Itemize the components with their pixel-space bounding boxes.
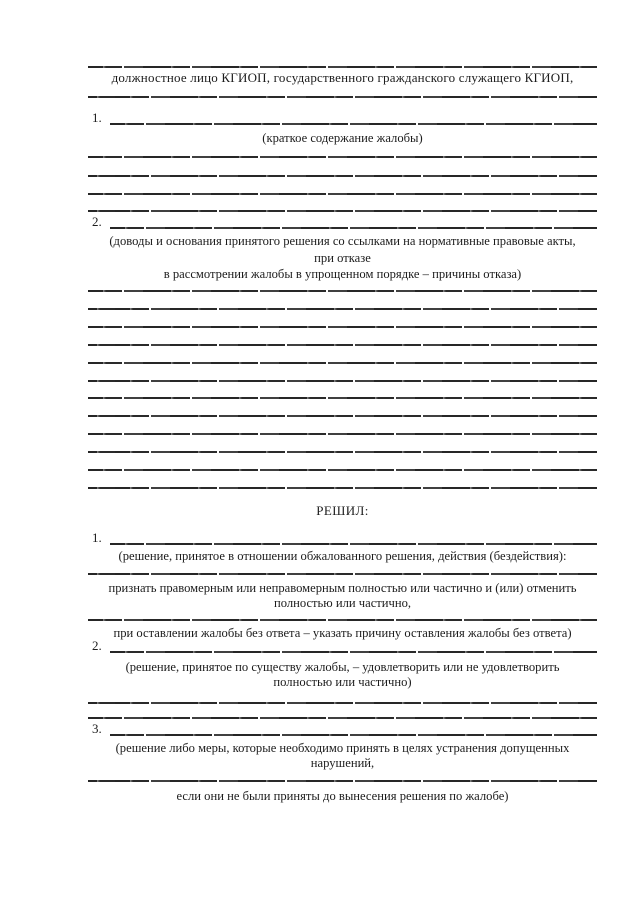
complaint-item1-number: 1.	[92, 110, 102, 125]
resolution-item2-number: 2.	[92, 638, 102, 653]
ruled-line	[88, 96, 597, 98]
complaint-item2-caption-line1: (доводы и основания принятого решения со ссылками на нормативные правовые акты,	[109, 234, 576, 248]
fill-line	[88, 380, 597, 382]
fill-line	[88, 175, 597, 177]
fill-line	[110, 734, 597, 736]
complaint-item2-caption-line3: в рассмотрении жалобы в упрощенном порядке – причины отказа)	[163, 267, 522, 281]
fill-line	[88, 326, 597, 328]
resolution-item3-footnote: если они не были приняты до вынесения решения по жалобе)	[176, 789, 509, 803]
resolution-item1-hint-line3: при оставлении жалобы без ответа – указать причину оставления жалобы без ответа)	[113, 626, 572, 640]
resolution-item1-hint-line1: признать правомерным или неправомерным полностью или частично и (или) отменить	[108, 581, 577, 595]
fill-line	[88, 717, 597, 719]
fill-line	[88, 156, 597, 158]
ruled-line	[88, 573, 597, 575]
resolution-item1-caption: (решение, принятое в отношении обжалованного решения, действия (бездействия):	[118, 549, 567, 563]
resolution-heading: РЕШИЛ:	[316, 503, 369, 518]
ruled-line	[88, 66, 597, 68]
fill-line	[88, 433, 597, 435]
fill-line	[88, 344, 597, 346]
fill-line	[88, 451, 597, 453]
complaint-item2-number: 2.	[92, 214, 102, 229]
fill-line	[110, 123, 597, 125]
fill-line	[88, 487, 597, 489]
resolution-item1-number: 1.	[92, 530, 102, 545]
fill-line	[88, 193, 597, 195]
resolution-item2-caption-line1: (решение, принятое по существу жалобы, – удовлетворить или не удовлетворить	[125, 660, 560, 674]
complaint-item2-caption-line2: при отказе	[314, 251, 371, 265]
resolution-item3-number: 3.	[92, 721, 102, 736]
fill-line	[88, 702, 597, 704]
fill-line	[88, 397, 597, 399]
resolution-item3-caption-line1: (решение либо меры, которые необходимо принять в целях устранения допущенных	[115, 741, 570, 755]
fill-line	[88, 362, 597, 364]
fill-line	[110, 651, 597, 653]
fill-line	[110, 227, 597, 229]
fill-line	[88, 308, 597, 310]
fill-line	[88, 415, 597, 417]
ruled-line	[88, 619, 597, 621]
fill-line	[88, 210, 597, 212]
fill-line	[88, 290, 597, 292]
fill-line	[88, 469, 597, 471]
ruled-line	[88, 780, 597, 782]
resolution-item1-hint-line2: полностью или частично,	[273, 596, 412, 610]
fill-line	[110, 543, 597, 545]
complaint-item1-caption: (краткое содержание жалобы)	[262, 131, 423, 145]
header-continuation-text: должностное лицо КГИОП, государственного гражданского служащего КГИОП,	[111, 70, 574, 85]
resolution-item2-caption-line2: полностью или частично)	[273, 675, 412, 689]
resolution-item3-caption-line2: нарушений,	[310, 756, 375, 770]
